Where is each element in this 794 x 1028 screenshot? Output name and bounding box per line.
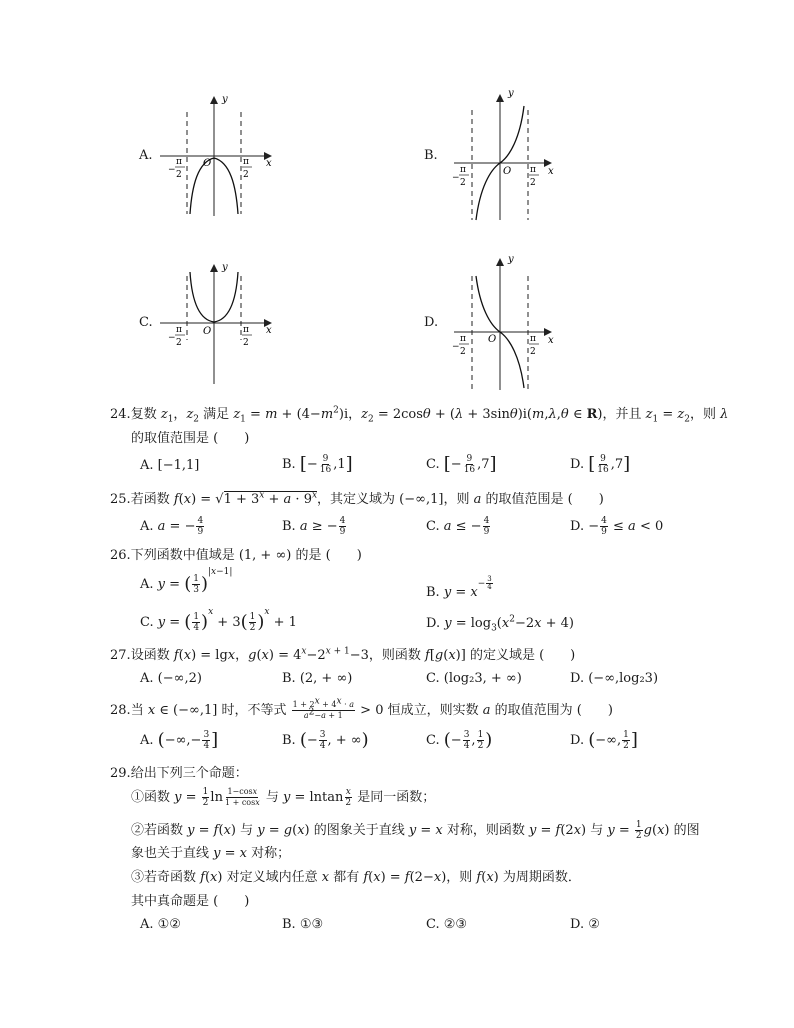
- svg-text:y: y: [222, 262, 228, 273]
- q29-proposition-1: ①函数 y = $\frac{1}{2}$ ln $\frac{1-\cos x}{1 + \cos x}$ 与 y = lntan $\frac{x}{2}$ 是同一函数；: [131, 787, 436, 808]
- option-d-label: D.: [424, 315, 439, 330]
- svg-text:x: x: [266, 325, 272, 336]
- svg-text:π: π: [530, 334, 536, 344]
- svg-text:π: π: [460, 165, 466, 175]
- q27-option-d: D. (−∞,log₂3): [570, 671, 659, 686]
- question-24: 24.复数 $z_1$，$z_2$ 满足 $z_1 = m + (4-m^2)i$，$z_2 = 2\cos\theta + (\lambda + 3\sin\theta)i(m,\lambda,\theta$ ∈ R)，并且 $z_1 = z_2$，则 λ: [110, 405, 729, 425]
- svg-text:O: O: [203, 158, 212, 169]
- q29-option-a: A. ①②: [140, 917, 181, 932]
- svg-text:2: 2: [530, 178, 536, 188]
- q26-option-c: C. y = ( $\frac{1}{4}$ )$^x$ + 3( $\frac{1}{2}$ )$^x$ + 1: [140, 607, 297, 633]
- q26-option-a: A. y = ( $\frac{1}{3}$ )$^{|x-1|}$: [140, 567, 233, 595]
- svg-text:π: π: [243, 157, 249, 167]
- q27-option-a: A. (−∞,2): [140, 671, 202, 686]
- q27-option-c: C. (log₂3, + ∞): [426, 671, 522, 686]
- q28-option-a: A. (−∞,− $\frac{3}{4}$ ]: [140, 729, 219, 751]
- svg-text:2: 2: [243, 170, 249, 180]
- graph-c: [160, 258, 280, 388]
- graph-a: [160, 90, 280, 220]
- svg-text:O: O: [503, 166, 512, 177]
- svg-text:x: x: [266, 158, 272, 169]
- q29-proposition-2-cont: 象也关于直线 y = x 对称；: [131, 846, 291, 861]
- svg-text:O: O: [488, 334, 497, 345]
- q29-option-d: D. ②: [570, 917, 600, 932]
- svg-text:π: π: [530, 165, 536, 175]
- svg-text:−: −: [168, 165, 176, 175]
- svg-text:y: y: [222, 94, 228, 105]
- question-26: 26.下列函数中值域是 (1, + ∞) 的是 ( ): [110, 548, 362, 563]
- question-29: 29.给出下列三个命题：: [110, 766, 248, 781]
- svg-text:2: 2: [176, 338, 182, 348]
- q24-option-d: D. [ $\frac{9}{16}$ ,7]: [570, 453, 631, 475]
- svg-text:x: x: [548, 335, 554, 346]
- q29-option-c: C. ②③: [426, 917, 468, 932]
- svg-text:2: 2: [460, 347, 466, 357]
- svg-text:y: y: [508, 254, 514, 265]
- q25-option-c: C. a ≤ − $\frac{4}{9}$: [426, 516, 490, 537]
- svg-text:−: −: [452, 173, 460, 183]
- graph-d: [448, 252, 568, 392]
- svg-text:−: −: [168, 333, 176, 343]
- svg-text:2: 2: [243, 338, 249, 348]
- q26-option-b: B. $y = x^{- \frac{3}{4}}$: [426, 575, 492, 600]
- graph-b: [448, 88, 568, 223]
- q28-option-b: B. (− $\frac{3}{4}$ , + ∞): [282, 729, 369, 751]
- q25-option-a: A. a = − $\frac{4}{9}$: [140, 516, 204, 537]
- q29-proposition-2: ②若函数 y = f(x) 与 y = g(x) 的图象关于直线 y = x 对称，则函数 y = f(2x) 与 y = $\frac{1}{2}$ g(x) 的图: [131, 820, 700, 841]
- svg-text:O: O: [203, 326, 212, 337]
- question-28: 28.当 x ∈ (−∞,1] 时，不等式 $\frac{1 + 2^x + 4^x \cdot a}{a^2-a + 1}$ > 0 恒成立，则实数 a 的取值范围为 ( ): [110, 696, 613, 720]
- q24-option-a: A. [−1,1]: [140, 458, 200, 473]
- q27-option-b: B. (2, + ∞): [282, 671, 353, 686]
- question-24-line2: 的取值范围是 ( ): [131, 431, 250, 446]
- option-b-label: B.: [424, 148, 438, 163]
- q29-proposition-3: ③若奇函数 f(x) 对定义域内任意 x 都有 f(x) = f(2−x)，则 f(x) 为周期函数．: [131, 870, 581, 885]
- question-27: 27.设函数 f(x) = lgx，$g(x) = 4^x-2^{x + 1}-3$，则函数 f[g(x)] 的定义域是 ( ): [110, 646, 576, 663]
- question-25: 25.若函数 $f(x) = √1 + 3^x + a \cdot 9^x$，其定义域为 (−∞,1]，则 a 的取值范围是 ( ): [110, 490, 604, 507]
- q29-ask: 其中真命题是 ( ): [131, 894, 250, 909]
- option-a-label: A.: [139, 148, 153, 163]
- q25-option-b: B. a ≥ − $\frac{4}{9}$: [282, 516, 346, 537]
- question-number: 24.: [110, 407, 131, 422]
- svg-text:2: 2: [176, 170, 182, 180]
- svg-text:y: y: [508, 88, 514, 99]
- q29-option-b: B. ①③: [282, 917, 324, 932]
- svg-text:π: π: [176, 325, 182, 335]
- option-c-label: C.: [139, 315, 153, 330]
- q28-option-d: D. (−∞, $\frac{1}{2}$ ]: [570, 729, 638, 751]
- svg-text:x: x: [548, 166, 554, 177]
- svg-text:2: 2: [530, 347, 536, 357]
- svg-text:2: 2: [460, 178, 466, 188]
- svg-text:π: π: [243, 325, 249, 335]
- q24-option-b: B. [− $\frac{9}{16}$ ,1]: [282, 453, 353, 475]
- svg-text:π: π: [460, 334, 466, 344]
- q24-option-c: C. [− $\frac{9}{16}$ ,7]: [426, 453, 497, 475]
- q25-option-d: D. − $\frac{4}{9}$ ≤ a < 0: [570, 516, 664, 537]
- q26-option-d: D. $y = \log_3(x^2-2x + 4)$: [426, 614, 574, 634]
- svg-text:π: π: [176, 157, 182, 167]
- q28-option-c: C. (− $\frac{3}{4}$ , $\frac{1}{2}$ ): [426, 729, 493, 751]
- svg-text:−: −: [452, 342, 460, 352]
